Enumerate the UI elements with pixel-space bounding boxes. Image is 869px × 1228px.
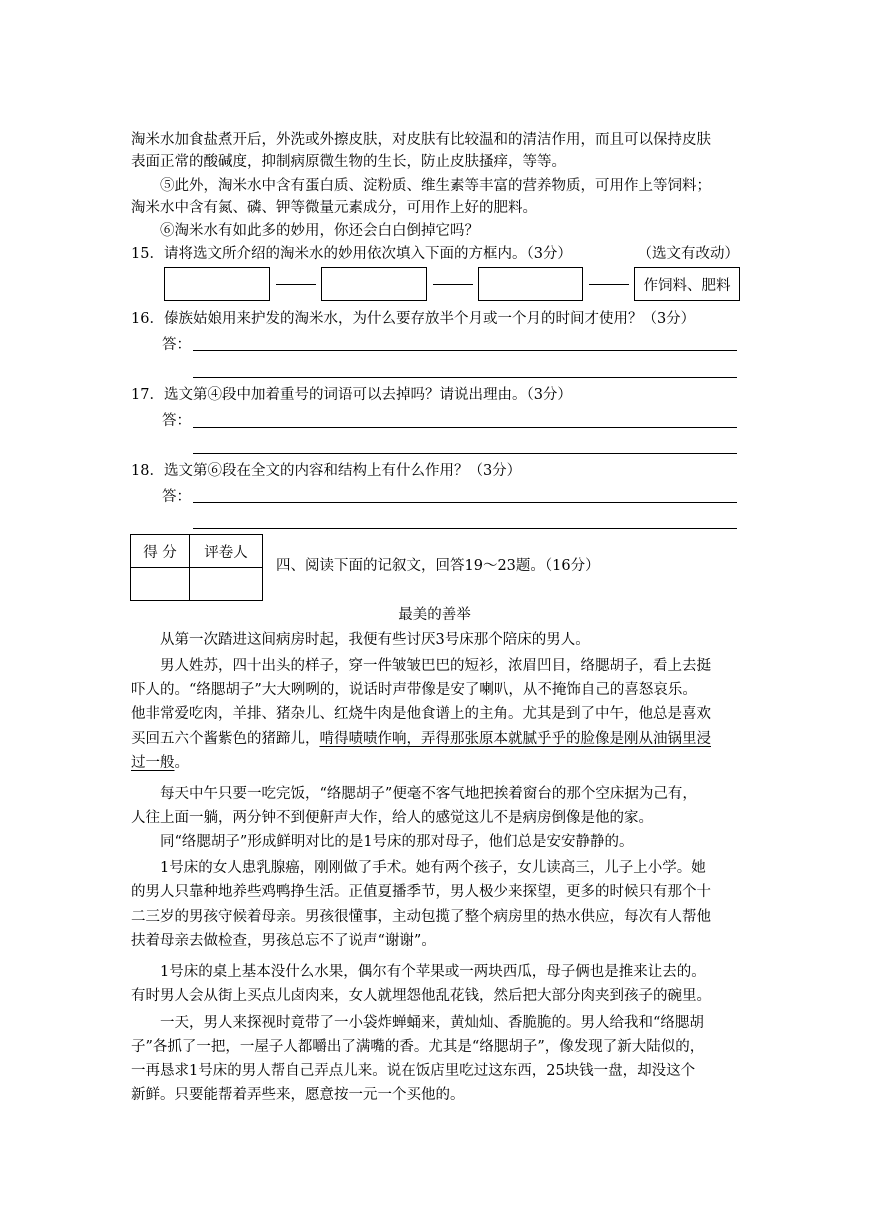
- story-line: 男人姓苏，四十出头的样子，穿一件皱皱巴巴的短衫，浓眉凹目，络腮胡子，看上去挺: [160, 658, 711, 674]
- question-17-prompt: 17．选文第④段中加着重号的词语可以去掉吗？请说出理由。（3分）: [131, 387, 572, 403]
- story-line: 的男人只靠种地养些鸡鸭挣生活。正值夏播季节，男人极少来探望，更多的时候只有那个十: [131, 884, 711, 900]
- story-title: 最美的善举: [398, 607, 471, 623]
- connector-line: [589, 284, 629, 285]
- story-line: 新鲜。只要能帮着弄些来，愿意按一元一个买他的。: [131, 1087, 465, 1103]
- answer-line[interactable]: [193, 453, 737, 454]
- story-text: 。: [174, 755, 189, 771]
- story-line: 1号床的桌上基本没什么水果，偶尔有个苹果或一两块西瓜，母子俩也是推来让去的。: [160, 964, 706, 980]
- score-label: 得 分: [131, 535, 190, 568]
- story-line: 扶着母亲去做检查，男孩总忘不了说声“谢谢”。: [131, 933, 436, 949]
- grader-label: 评卷人: [190, 535, 263, 568]
- answer-box-1[interactable]: [164, 267, 270, 301]
- answer-line[interactable]: [193, 502, 737, 503]
- story-line: 一天，男人来探视时竟带了一小袋炸蝉蛹来，黄灿灿、香脆脆的。男人给我和“络腮胡: [160, 1015, 704, 1031]
- story-line: 有时男人会从街上买点儿卤肉来，女人就埋怨他乱花钱，然后把大部分肉夹到孩子的碗里。: [131, 988, 711, 1004]
- question-18-prompt: 18．选文第⑥段在全文的内容和结构上有什么作用？（3分）: [131, 463, 522, 479]
- connector-line: [276, 284, 316, 285]
- answer-label: 答：: [162, 413, 191, 429]
- answer-box-2[interactable]: [321, 267, 427, 301]
- story-line: 一再恳求1号床的男人帮自己弄点儿来。说在饭店里吃过这东西，25块钱一盘，却没这个: [131, 1063, 696, 1079]
- connector-line: [433, 284, 473, 285]
- answer-box-given: [634, 267, 740, 301]
- story-line: [131, 752, 737, 774]
- question-15-prompt: 15．请将选文所介绍的淘米水的妙用依次填入下面的方框内。（3分）: [131, 246, 572, 262]
- underlined-text: 啃得啧啧作响，弄得那张原本就腻乎乎的脸像是刚从油锅里浸: [319, 731, 711, 747]
- story-line: 他非常爱吃肉，羊排、猪杂儿、红烧牛肉是他食谱上的主角。尤其是到了中午，他总是喜欢: [131, 706, 711, 722]
- underlined-text: 过一般: [131, 755, 175, 771]
- source-note: （选文有改动）: [637, 246, 739, 262]
- story-line: 子”各抓了一把，一屋子人都嚼出了满嘴的香。尤其是“络腮胡子”，像发现了新大陆似的，: [131, 1039, 705, 1055]
- story-line: 吓人的。“络腮胡子”大大咧咧的，说话时声带像是安了喇叭，从不掩饰自己的喜怒哀乐。: [131, 682, 697, 698]
- passage-line: ⑥淘米水有如此多的妙用，你还会白白倒掉它吗？: [160, 223, 479, 239]
- story-line: 1号床的女人患乳腺癌，刚刚做了手术。她有两个孩子，女儿读高三，儿子上小学。她: [160, 860, 706, 876]
- answer-label: 答：: [162, 489, 191, 505]
- story-text: 买回五六个酱紫色的猪蹄儿，: [131, 731, 320, 747]
- given-answer-text: 作饲料、肥料: [643, 277, 731, 294]
- answer-line[interactable]: [193, 528, 737, 529]
- answer-box-3[interactable]: [478, 267, 583, 301]
- story-line: 同“络腮胡子”形成鲜明对比的是1号床的那对母子，他们总是安安静静的。: [160, 834, 634, 850]
- story-line: [131, 728, 737, 750]
- grader-cell[interactable]: [190, 568, 263, 601]
- passage-line: ⑤此外，淘米水中含有蛋白质、淀粉质、维生素等丰富的营养物质，可用作上等饲料；: [160, 178, 711, 194]
- section-4-heading: 四、阅读下面的记叙文，回答19～23题。（16分）: [276, 558, 600, 574]
- answer-line[interactable]: [193, 377, 737, 378]
- answer-line[interactable]: [193, 350, 737, 351]
- story-line: 从第一次踏进这间病房时起，我便有些讨厌3号床那个陪床的男人。: [160, 632, 590, 648]
- answer-label: 答：: [162, 337, 191, 353]
- question-16-prompt: 16．傣族姑娘用来护发的淘米水，为什么要存放半个月或一个月的时间才使用？（3分）: [131, 311, 696, 327]
- story-line: 每天中午只要一吃完饭，“络腮胡子”便毫不客气地把挨着窗台的那个空床据为己有，: [160, 786, 697, 802]
- score-cell[interactable]: [131, 568, 190, 601]
- score-table: [130, 534, 263, 601]
- passage-line: 淘米水中含有氮、磷、钾等微量元素成分，可用作上好的肥料。: [131, 200, 537, 216]
- passage-line: 淘米水加食盐煮开后，外洗或外擦皮肤，对皮肤有比较温和的清洁作用，而且可以保持皮肤: [131, 132, 711, 148]
- answer-line[interactable]: [193, 427, 737, 428]
- passage-line: 表面正常的酸碱度，抑制病原微生物的生长，防止皮肤搔痒，等等。: [131, 154, 566, 170]
- story-line: 二三岁的男孩守候着母亲。男孩很懂事，主动包揽了整个病房里的热水供应，每次有人帮他: [131, 909, 711, 925]
- story-line: 人往上面一躺，两分钟不到便鼾声大作，给人的感觉这儿不是病房倒像是他的家。: [131, 810, 653, 826]
